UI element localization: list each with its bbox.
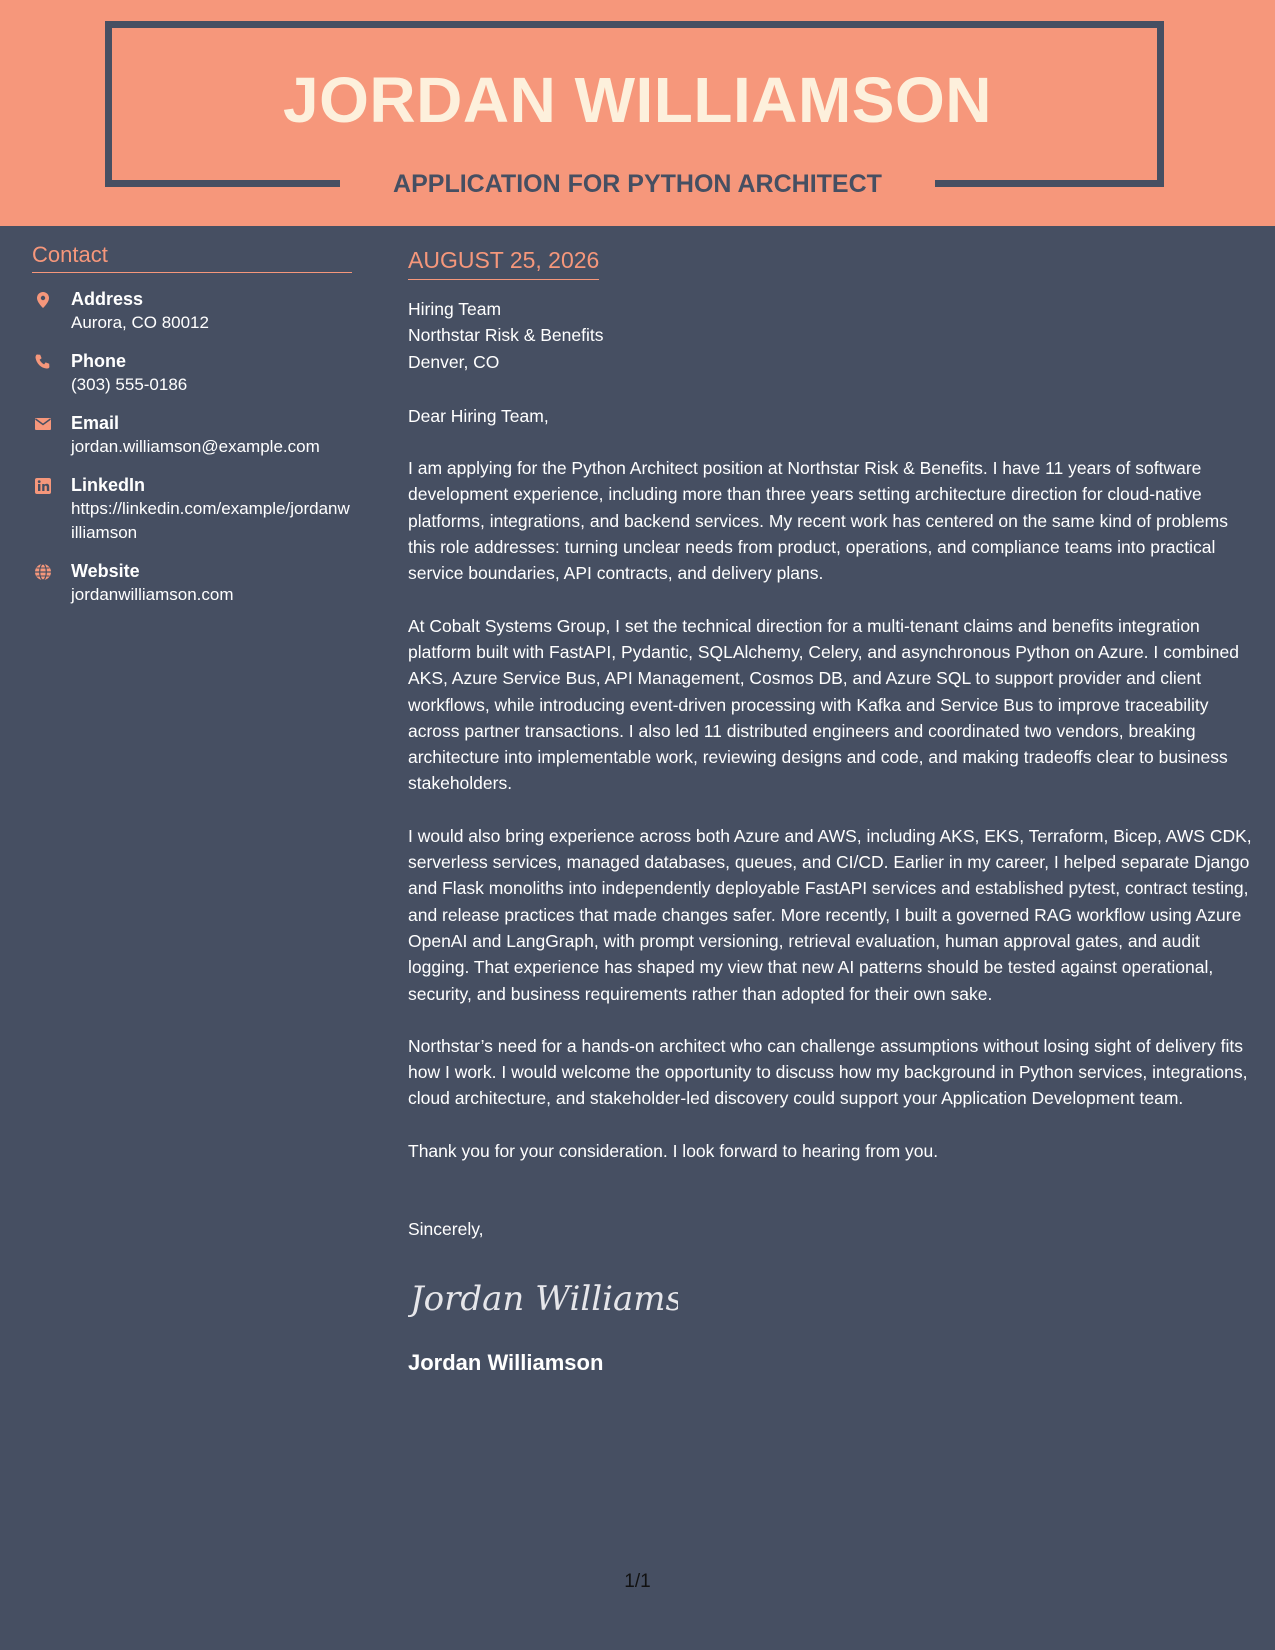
- contact-linkedin: [32, 473, 352, 545]
- letter-paragraph: At Cobalt Systems Group, I set the technical direction for a multi-tenant claims and benefits integration platform built with FastAPI, Pydantic, SQLAlchemy, Celery, and asynchronous Python on Azure. I combined AKS, Azure Service Bus, API Management, Cosmos DB, and Azure SQL to support provider and client workflows, while introducing event-driven processing with Kafka and Service Bus to improve traceability across partner transactions. I also led 11 distributed engineers and coordinated two vendors, breaking architecture into implementable work, reviewing designs and code, and making tradeoffs clear to business stakeholders.: [408, 615, 1240, 794]
- recipient-block: [408, 296, 1253, 375]
- contact-value: Aurora, CO 80012: [71, 313, 209, 332]
- envelope-icon: [34, 415, 52, 433]
- applicant-name: JORDAN WILLIAMSON: [283, 64, 992, 136]
- phone-icon: [34, 353, 52, 371]
- contact-label: Address: [71, 289, 144, 309]
- letter-body: [408, 244, 1253, 1378]
- letter-paragraph: Thank you for your consideration. I look forward to hearing from you.: [408, 1140, 939, 1161]
- svg-text:Jordan Williams: Jordan Williams: [410, 1279, 678, 1320]
- recipient-line: Denver, CO: [408, 351, 500, 372]
- contact-label: LinkedIn: [71, 475, 146, 495]
- contact-label: Email: [71, 413, 120, 433]
- linkedin-icon: [34, 477, 52, 495]
- contact-value[interactable]: https://linkedin.com/example/jordanwilliamson: [71, 499, 350, 542]
- recipient-line: Hiring Team: [408, 299, 502, 319]
- contact-value[interactable]: jordanwilliamson.com: [71, 585, 234, 604]
- letter-date: AUGUST 25, 2026: [408, 244, 599, 280]
- contact-email: [32, 411, 352, 459]
- letter-paragraph: Northstar’s need for a hands-on architect who can challenge assumptions without losing sight of delivery fits how I work. I would welcome the opportunity to discuss how my background in Python services, integrations, cloud architecture, and stakeholder-led discovery could support your Application Development team.: [408, 1035, 1248, 1109]
- letter-paragraph: I would also bring experience across both Azure and AWS, including AKS, EKS, Terraform, Bicep, AWS CDK, serverless services, managed databases, queues, and CI/CD. Earlier in my career, I helped separate Django and Flask monoliths into independently deployable FastAPI services and established pytest, contract testing, and release practices that made changes safer. More recently, I built a governed RAG workflow using Azure OpenAI and LangGraph, with prompt versioning, retrieval evaluation, human approval gates, and audit logging. That experience has shaped my view that new AI patterns should be tested against operational, security, and business requirements rather than adopted for their own sake.: [408, 825, 1252, 1004]
- contact-address: [32, 287, 352, 335]
- letter-paragraph: I am applying for the Python Architect position at Northstar Risk & Benefits. I have 11 years of software development experience, including more than three years setting architecture direction for cloud-native platforms, integrations, and backend services. My recent work has centered on the same kind of problems this role addresses: turning unclear needs from product, operations, and compliance teams into practical service boundaries, API contracts, and delivery plans.: [408, 458, 1228, 584]
- contact-value: (303) 555-0186: [71, 375, 188, 394]
- page-number: 1/1: [624, 1571, 651, 1592]
- contact-label: Website: [71, 561, 140, 581]
- application-subtitle: APPLICATION FOR PYTHON ARCHITECT: [393, 170, 882, 198]
- recipient-line: Northstar Risk & Benefits: [408, 325, 604, 346]
- salutation: Dear Hiring Team,: [408, 405, 549, 426]
- contact-website: [32, 559, 352, 607]
- closing: Sincerely,: [408, 1219, 484, 1240]
- contact-title: Contact: [32, 240, 352, 273]
- signature: [408, 1272, 1253, 1322]
- contact-label: Phone: [71, 351, 127, 371]
- signer-name: Jordan Williamson: [408, 1350, 604, 1376]
- globe-icon: [34, 563, 52, 581]
- contact-sidebar: [32, 240, 352, 607]
- header-banner: [0, 0, 1275, 226]
- contact-phone: [32, 349, 352, 397]
- map-pin-icon: [34, 291, 52, 309]
- contact-value: jordan.williamson@example.com: [71, 437, 320, 456]
- signature-image: [408, 1272, 678, 1322]
